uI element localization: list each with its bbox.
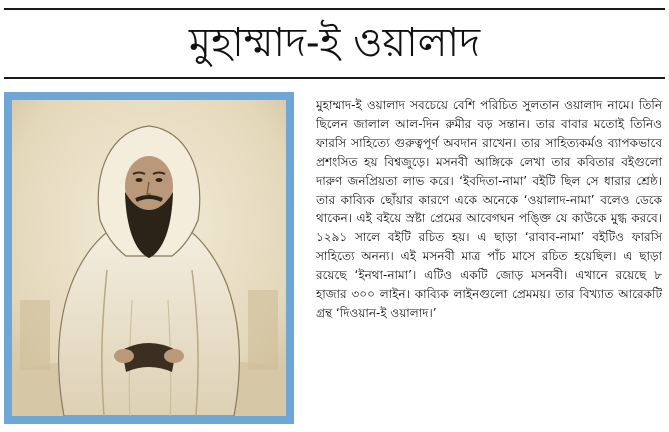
portrait-illustration-icon	[12, 100, 286, 416]
page-title: মুহাম্মাদ-ই ওয়ালাদ	[188, 20, 481, 66]
bottom-rule	[4, 77, 665, 79]
article-body: মুহাম্মাদ-ই ওয়ালাদ সবচেয়ে বেশি পরিচিত সুলতান ওয়ালাদ নামে। তিনি ছিলেন জালাল আল-দিন রুমীর বড় সন্তান। তার বাবার মতোই তিনিও ফারসি সাহিত্যে গুরুত্বপূর্ণ অবদান রাখেন। তার সাহিত্যকর্মও ব্যাপকভাবে প্রশংসিত হয় বিশ্বজুড়ে। মসনবী আঙ্গিকে লেখা তার কবিতার বইগুলো দারুণ জনপ্রিয়তা লাভ করে। ‘ইবদিতা-নামা’ বইটি ছিল সে ধারার শ্রেষ্ঠ। তার কাব্যিক ছোঁয়ার কারণে একে অনেকে ‘ওয়ালাদ-নামা’ বলেও ডেকে থাকেন। এই বইয়ে স্রষ্টা প্রেমের আবেগঘন পঙ্ক্তি যে কাউকে মুগ্ধ করবে। ১২৯১ সালে বইটি রচিত হয়। এ ছাড়া ‘রাবাব-নামা’ বইটিও ফারসি সাহিত্যে অনন্য। এই মসনবী মাত্র পাঁচ মাসে রচিত হয়েছিল। এ ছাড়া রয়েছে ‘ইনথা-নামা’। এটিও একটি জোড় মসনবী। এখানে রয়েছে ৮ হাজার ৩০০ লাইন। কাব্যিক লাইনগুলো প্রেমময়। তার বিখ্যাত আরেকটি গ্রন্থ ‘দিওয়ান-ই ওয়ালাদ।’	[316, 98, 662, 320]
portrait-photo-frame	[4, 92, 294, 424]
top-rule	[4, 8, 665, 10]
